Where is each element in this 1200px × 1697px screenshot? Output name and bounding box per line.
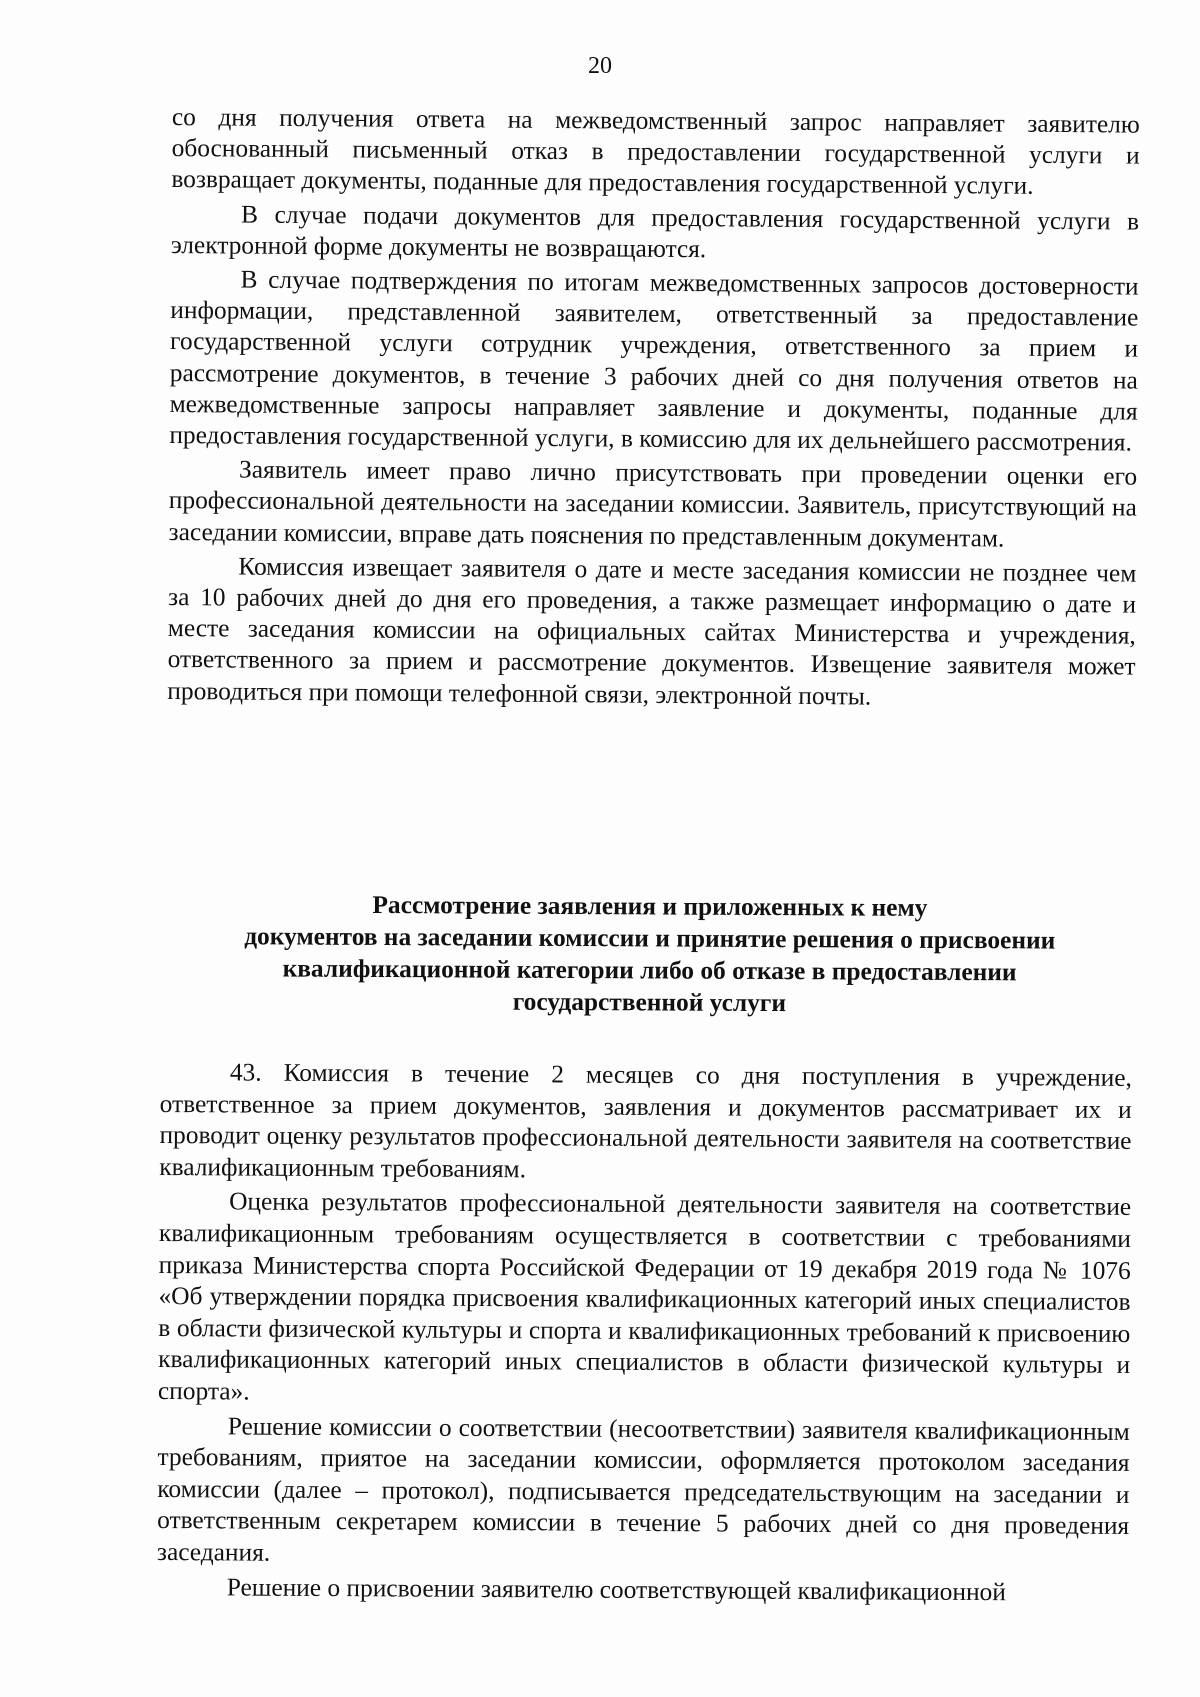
body-text-top [167, 102, 1140, 717]
paragraph: Заявитель имеет право лично присутствовать при проведении оценки его профессиональной деятельности на заседании комиссии. Заявитель, присутствующий на заседании комиссии, вправе дать пояснения по представленным документам. [168, 455, 1138, 553]
heading-line: документов на заседании комиссии и принятие решения о присвоении [244, 922, 1056, 955]
paragraph: Комиссия извещает заявителя о дате и месте заседания комиссии не позднее чем за 10 рабочих дней до дня его проведения, а также размещает информацию о дате и месте заседания комиссии на официальных сайтах Министерства и учреждения, ответственного за прием и рассмотрение документов. Извещение заявителя может проводиться при помощи телефонной связи, электронной почты. [167, 552, 1137, 711]
paragraph: 43. Комиссия в течение 2 месяцев со дня поступления в учреждение, ответственное за прием документов, заявления и документов рассматривает их и проводит оценку результатов профессиональной деятельности заявителя на соответствие квалификационным требованиям. [159, 1058, 1132, 1184]
paragraph: В случае подтверждения по итогам межведомственных запросов достоверности информации, представленной заявителем, ответственный за предоставление государственной услуги сотрудник учреждения, ответственного за прием и рассмотрение документов, в течение 3 рабочих дней со дня получения ответов на межведомственные запросы направляет заявление и документы, поданные для предоставления государственной услуги, в комиссию для их дельнейшего рассмотрения. [169, 265, 1139, 457]
heading-line: Рассмотрение заявления и приложенных к нему [372, 890, 928, 922]
heading-line: квалификационной категории либо об отказе в предоставлении [282, 954, 1017, 987]
paragraph: В случае подачи документов для предоставления государственной услуги в электронной форме документы не возвращаются. [170, 200, 1140, 264]
page-number: 20 [588, 53, 612, 79]
paragraph: со дня получения ответа на межведомственный запрос направляет заявителю обоснованный письменный отказ в предоставлении государственной услуги и возвращает документы, поданные для предоставления государственной услуги. [171, 102, 1140, 201]
heading-line: государственной услуги [512, 987, 787, 1018]
paragraph: Решение о присвоении заявителю соответствующей квалификационной [226, 1572, 1006, 1606]
section-heading [189, 888, 1110, 1021]
paragraph: Решение комиссии о соответствии (несоответствии) заявителя квалификационным требованиям, приятое на заседании комиссии, оформляется протоколом заседания комиссии (далее – протокол), подписывается председательствующим на заседании и ответственным секретарем комиссии в течение 5 рабочих дней со дня проведения заседания. [156, 1411, 1130, 1567]
paragraph: Оценка результатов профессиональной деятельности заявителя на соответствие квалификационным требованиям осуществляется в соответствии с требованиями приказа Министерства спорта Российской Федерации от 19 декабря 2019 года № 1076 «Об утверждении порядка присвоения квалификационных категорий иных специалистов в области физической культуры и спорта и квалификационных требований к присвоению квалификационных категорий иных специалистов в области физической культуры и спорта». [157, 1187, 1132, 1406]
body-text-bottom [157, 1057, 1132, 1612]
